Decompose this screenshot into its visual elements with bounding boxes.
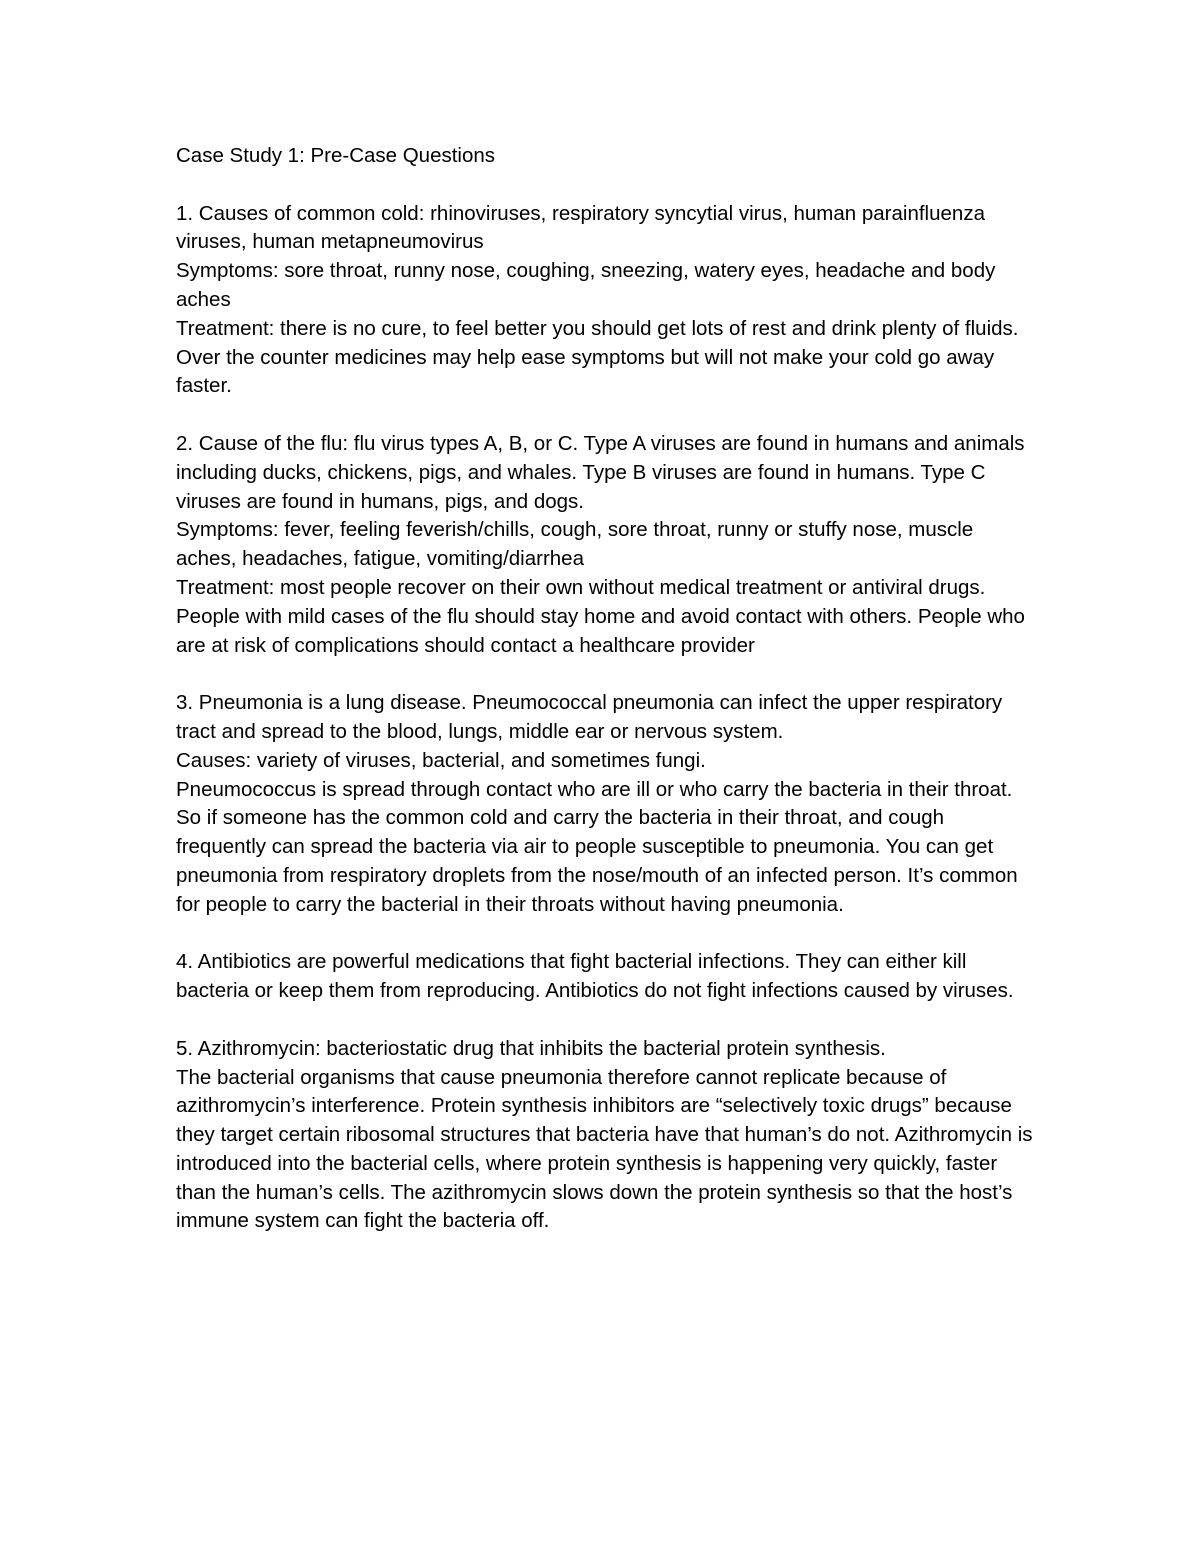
- pneumonia-causes-paragraph: Causes: variety of viruses, bacterial, and sometimes fungi.: [176, 748, 706, 772]
- section-pneumonia: [176, 689, 1036, 919]
- pneumonia-intro-paragraph: 3. Pneumonia is a lung disease. Pneumococcal pneumonia can infect the upper respiratory tract and spread to the blood, lungs, middle ear or nervous system.: [176, 691, 1003, 743]
- azithromycin-mechanism-paragraph: The bacterial organisms that cause pneumonia therefore cannot replicate because of azithromycin’s interference. Protein synthesis inhibitors are “selectively toxic drugs” because they target certain ribosomal structures that bacteria have that human’s do not. Azithromycin is introduced into the bacterial cells, where protein synthesis is happening very quickly, faster than the human’s cells. The azithromycin slows down the protein synthesis so that the host’s immune system can fight the bacteria off.: [176, 1065, 1033, 1233]
- cold-otc-paragraph: Over the counter medicines may help ease symptoms but will not make your cold go away faster.: [176, 345, 995, 398]
- flu-cause-paragraph: 2. Cause of the flu: flu virus types A, B, or C. Type A viruses are found in humans and animals including ducks, chickens, pigs, and whales. Type B viruses are found in humans. Type C viruses are found in humans, pigs, and dogs.: [176, 431, 1025, 513]
- section-flu: [176, 430, 1036, 660]
- section-azithromycin: [176, 1035, 1036, 1237]
- flu-symptoms-paragraph: Symptoms: fever, feeling feverish/chills, cough, sore throat, runny or stuffy nose, muscle aches, headaches, fatigue, vomiting/diarrhea: [176, 518, 974, 571]
- section-antibiotics: [176, 948, 1036, 1006]
- page-title: Case Study 1: Pre-Case Questions: [176, 144, 496, 167]
- document-page: [176, 142, 1036, 1265]
- cold-symptoms-paragraph: Symptoms: sore throat, runny nose, coughing, sneezing, watery eyes, headache and body aches: [176, 259, 996, 311]
- antibiotics-paragraph: 4. Antibiotics are powerful medications that fight bacterial infections. They can either kill bacteria or keep them from reproducing. Antibiotics do not fight infections caused by viruses.: [176, 950, 1014, 1003]
- section-common-cold: [176, 200, 1036, 402]
- cold-treatment-paragraph: Treatment: there is no cure, to feel better you should get lots of rest and drink plenty of fluids.: [176, 316, 1019, 340]
- pneumonia-spread-paragraph: Pneumococcus is spread through contact who are ill or who carry the bacteria in their throat. So if someone has the common cold and carry the bacteria in their throat, and cough frequently can spread the bacteria via air to people susceptible to pneumonia. You can get pneumonia from respiratory droplets from the nose/mouth of an infected person. It’s common for people to carry the bacterial in their throats without having pneumonia.: [176, 777, 1018, 916]
- azithromycin-intro-paragraph: 5. Azithromycin: bacteriostatic drug that inhibits the bacterial protein synthesis.: [176, 1036, 886, 1060]
- flu-treatment-paragraph: Treatment: most people recover on their own without medical treatment or antiviral drugs. People with mild cases of the flu should stay home and avoid contact with others. People who are at risk of complications should contact a healthcare provider: [176, 575, 1025, 657]
- cold-causes-paragraph: 1. Causes of common cold: rhinoviruses, respiratory syncytial virus, human parainfluenza viruses, human metapneumovirus: [176, 201, 985, 254]
